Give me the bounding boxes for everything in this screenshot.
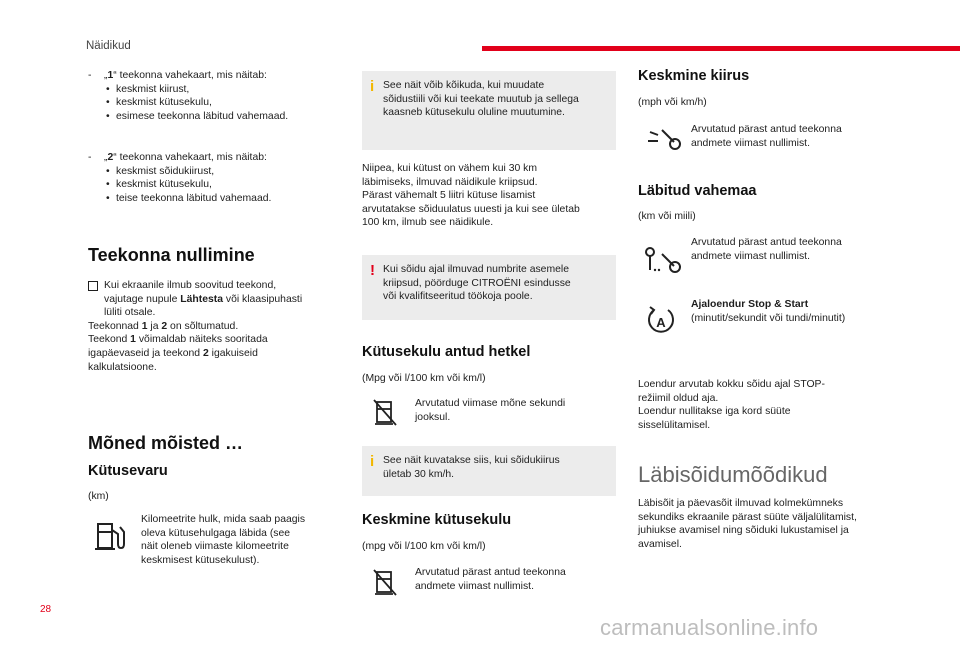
info-text: See näit võib kõikuda, kui muudate sõidustiili või kui teekate muutub ja sellega kaasneb kütusekulu oluline muutumine. <box>383 80 579 119</box>
list-item: • keskmist kiirust, <box>116 83 348 97</box>
speedometer-icon <box>646 126 684 152</box>
fuel-pump-icon <box>94 520 130 554</box>
fuel-consumption-icon <box>372 398 398 428</box>
average-consumption-description: Arvutatud pärast antud teekonna andmete viimast nullimist. <box>415 567 566 592</box>
trip-2-item <box>88 151 348 205</box>
list-item: • keskmist sõidukiirust, <box>116 165 348 179</box>
fuel-consumption-icon <box>372 568 398 598</box>
warning-note <box>362 255 616 320</box>
info-icon: i <box>370 453 375 470</box>
checkbox-icon <box>88 281 98 291</box>
quote-open: „ <box>104 152 108 163</box>
trip-desc: “ teekonna vahekaart, mis näitab: <box>113 152 267 163</box>
distance-unit: (km või miili) <box>638 211 696 222</box>
watermark: carmanualsonline.info <box>600 615 819 640</box>
info-note <box>362 446 616 496</box>
list-item: • keskmist kütusekulu, <box>116 178 348 192</box>
odometer-paragraph: Läbisõit ja päevasõit ilmuvad kolmekümneks sekundiks ekraanile pärast süüte väljalülitamist, juhiukse avamisel ning sõiduki lukustamisel ja avamisel. <box>638 498 857 550</box>
average-speed-unit: (mph või km/h) <box>638 97 707 108</box>
info-text: See näit kuvatakse siis, kui sõidukiirus ületab 30 km/h. <box>383 455 560 480</box>
warning-text: Kui sõidu ajal ilmuvad numbrite asemele kriipsud, pöörduge CITROËNI esindusse või kvalifitseeritud töökoja poole. <box>383 264 571 303</box>
reset-line: Teekond 1 võimaldab näiteks sooritada <box>88 334 268 346</box>
average-speed-heading: Keskmine kiirus <box>638 68 750 84</box>
average-consumption-heading: Keskmine kütusekulu <box>362 512 512 528</box>
current-consumption-unit: (Mpg või l/100 km või km/l) <box>362 373 486 384</box>
trip-1-list <box>104 83 348 124</box>
stop-start-letter: A <box>656 315 666 330</box>
section-header: Näidikud <box>86 40 131 52</box>
distance-heading: Läbitud vahemaa <box>638 183 757 199</box>
stop-start-subtitle: (minutit/sekundit või tundi/minutit) <box>691 313 846 324</box>
stop-start-icon <box>645 304 677 338</box>
list-item: • keskmist kütusekulu, <box>116 96 348 110</box>
definitions-heading: Mõned mõisted … <box>88 433 244 453</box>
average-consumption-unit: (mpg või l/100 km või km/l) <box>362 541 486 552</box>
range-unit: (km) <box>88 491 109 502</box>
range-dashes-paragraph: Niipea, kui kütust on vähem kui 30 km läbimiseks, ilmuvad näidikule kriipsud. Pärast vähemalt 5 liitri kütuse lisamist arvutatakse sõiduulatus uuesti ja kui see ületab 100 km, ilmub see näidikule. <box>362 163 580 229</box>
trip-1-item <box>88 69 348 123</box>
current-consumption-description: Arvutatud viimase mõne sekundi jooksul. <box>415 398 566 423</box>
reset-line: igapäevaseid ja teekond 2 igakuiseid <box>88 347 258 359</box>
reset-line: Teekonnad 1 ja 2 on sõltumatud. <box>88 320 239 332</box>
list-item: • teise teekonna läbitud vahemaad. <box>116 192 348 206</box>
trip-desc: “ teekonna vahekaart, mis näitab: <box>113 70 267 81</box>
header-accent-bar <box>482 46 960 51</box>
reset-line: lüliti otsale. <box>104 307 156 319</box>
quote-open: „ <box>104 70 108 81</box>
current-consumption-heading: Kütusekulu antud hetkel <box>362 344 531 360</box>
range-heading: Kütusevaru <box>88 463 168 479</box>
reset-line: vajutage nupule Lähtesta või klaasipuhasti <box>104 293 303 305</box>
list-item: • esimese teekonna läbitud vahemaad. <box>116 110 348 124</box>
reset-heading: Teekonna nullimine <box>88 245 255 265</box>
warning-icon: ! <box>370 262 375 279</box>
distance-icon <box>642 246 684 274</box>
trip-2-list <box>104 165 348 206</box>
item-dash: - <box>88 152 92 163</box>
page-number: 28 <box>40 604 52 615</box>
reset-line: kalkulatsioone. <box>88 361 157 373</box>
info-icon: i <box>370 78 375 95</box>
trip-number: 2 <box>107 152 114 163</box>
trip-number: 1 <box>107 70 114 81</box>
item-dash: - <box>88 70 92 81</box>
reset-instructions <box>88 279 358 374</box>
info-note <box>362 71 616 150</box>
average-speed-description: Arvutatud pärast antud teekonna andmete viimast nullimist. <box>691 124 842 149</box>
stop-start-heading: Ajaloendur Stop & Start <box>691 299 809 310</box>
range-description: Kilomeetrite hulk, mida saab paagis oleva kütusehulgaga läbida (see näit oleneb viimaste kilomeetrite keskmisest kütusekulust). <box>141 514 306 566</box>
reset-line: Kui ekraanile ilmub soovitud teekond, <box>104 280 277 291</box>
odometer-heading: Läbisõidumõõdikud <box>638 462 828 487</box>
stop-start-paragraph: Loendur arvutab kokku sõidu ajal STOP- režiimil oldud aja. Loendur nullitakse iga kord süüte sisselülitamisel. <box>638 379 825 431</box>
distance-description: Arvutatud pärast antud teekonna andmete viimast nullimist. <box>691 237 842 262</box>
